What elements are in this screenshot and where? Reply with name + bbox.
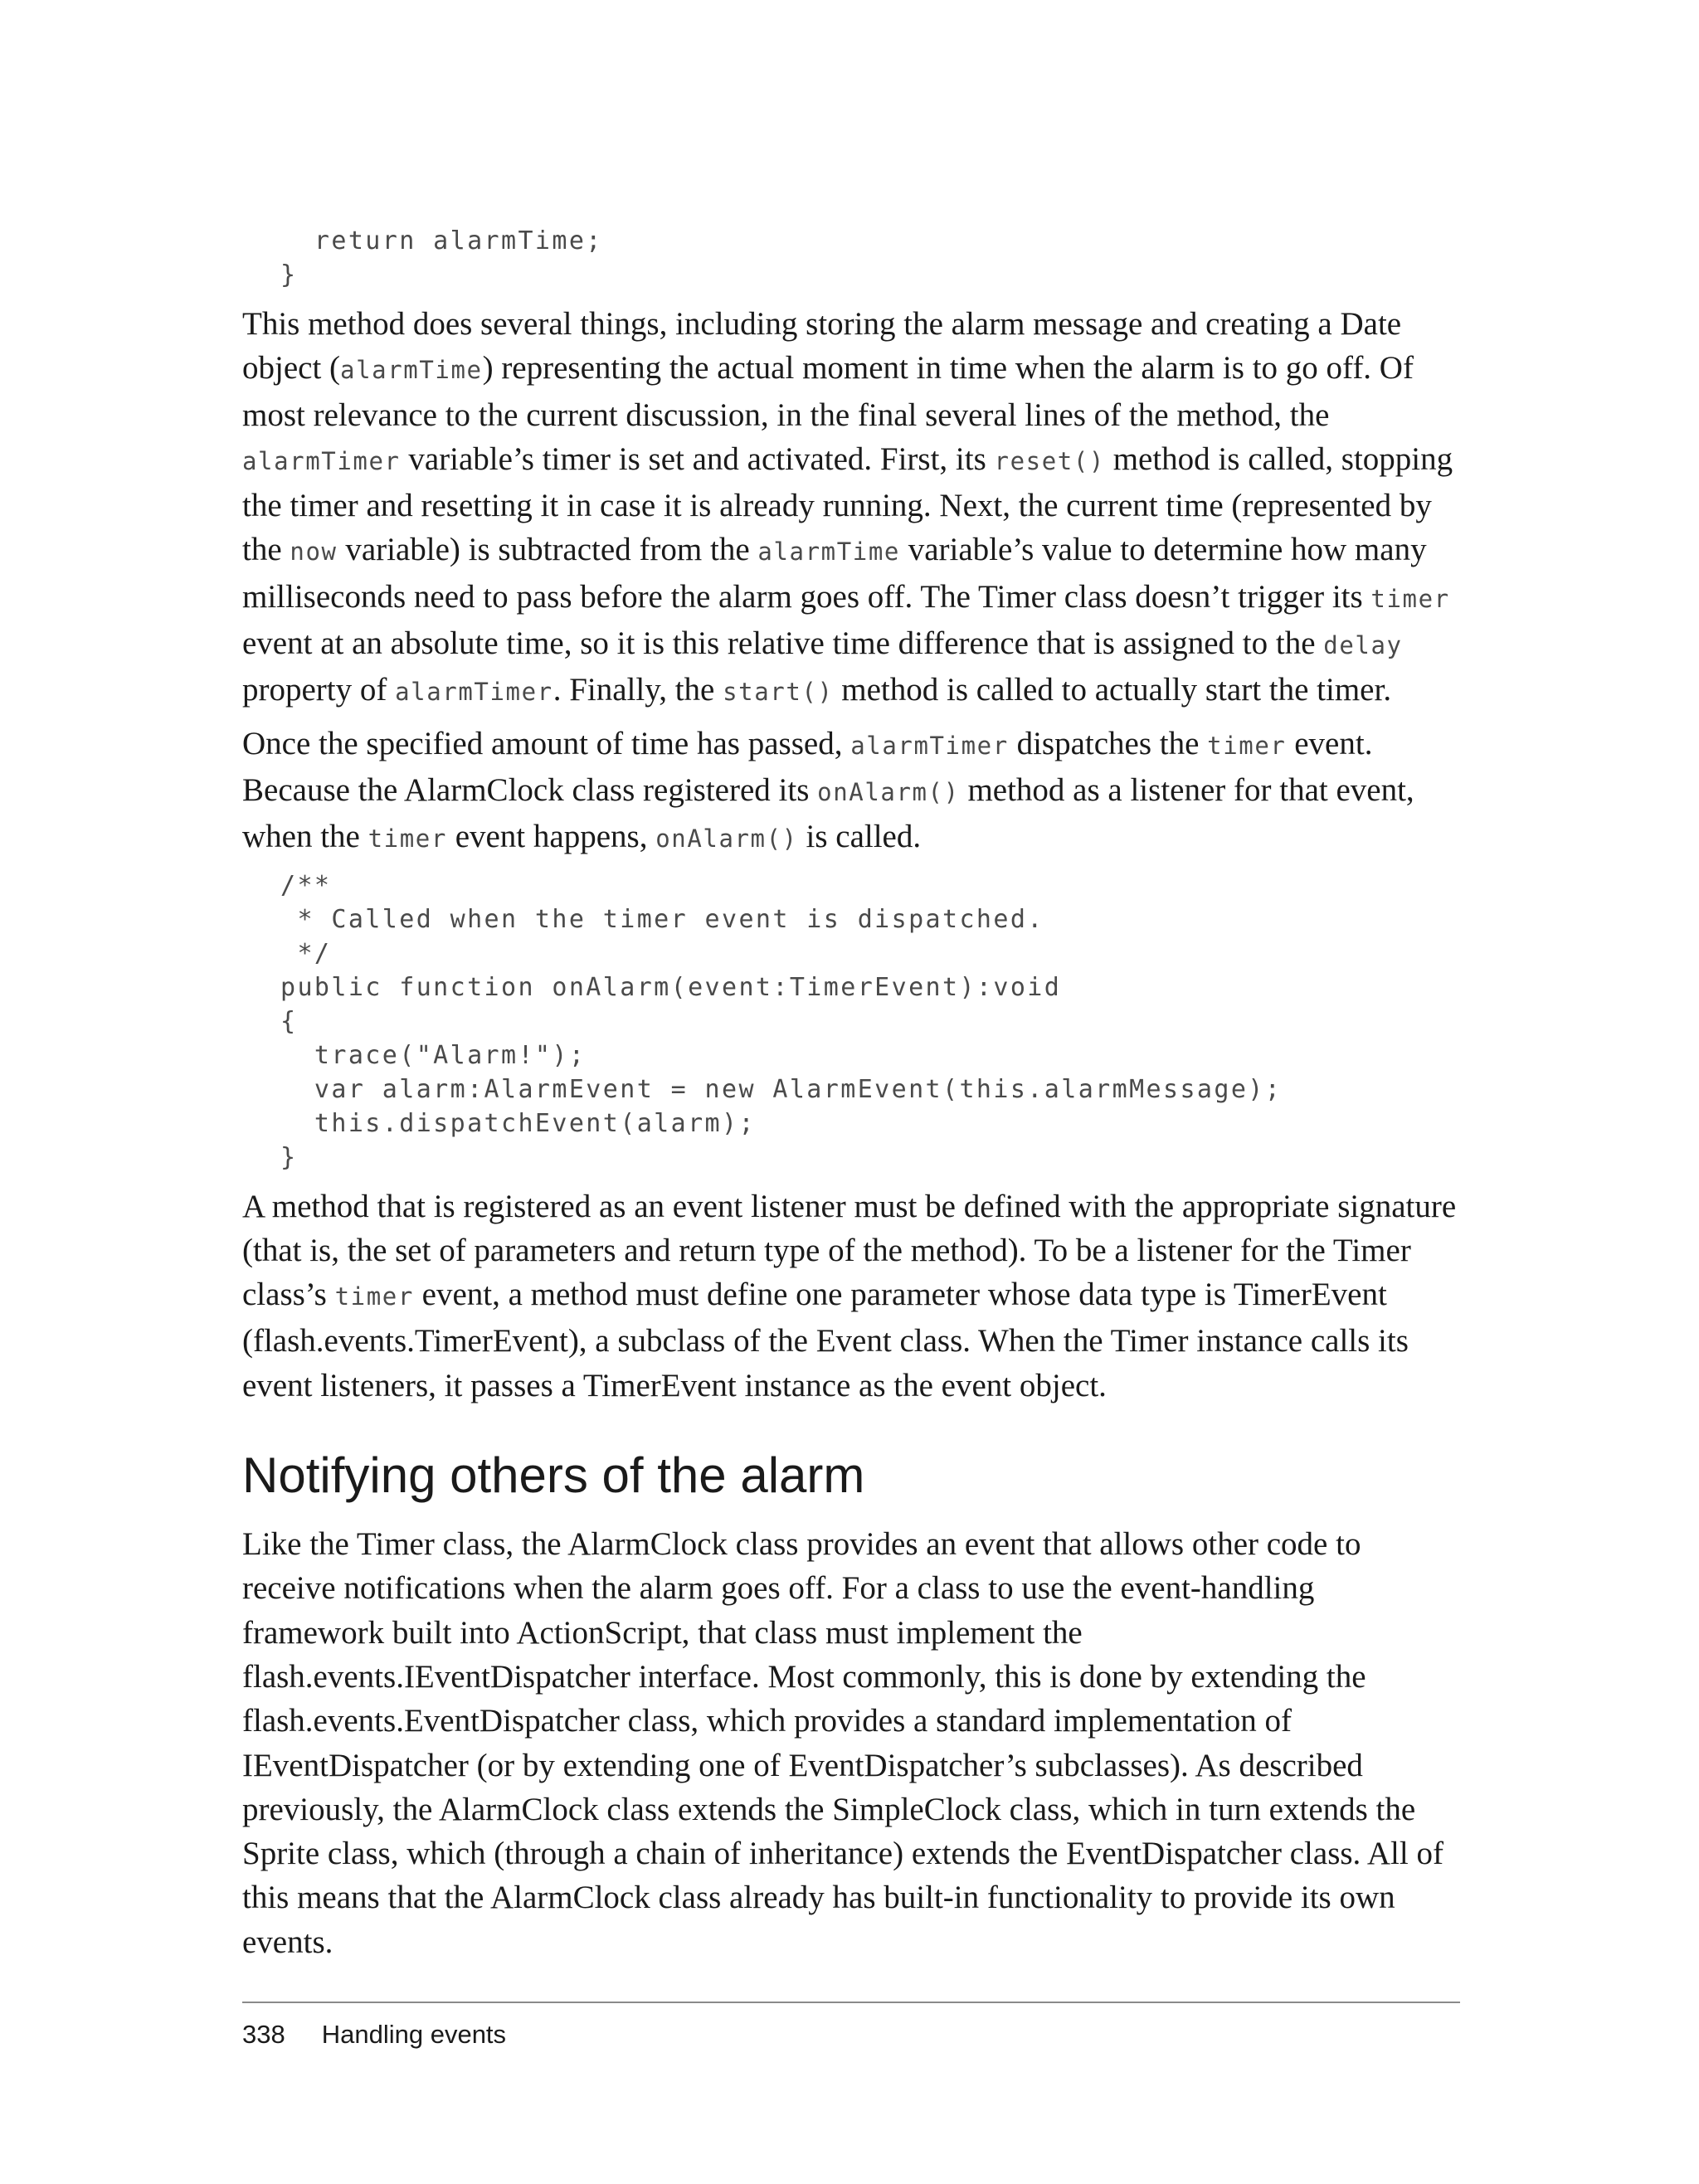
inline-code: alarmTime (340, 356, 483, 385)
code-line: return alarmTime; (280, 226, 603, 255)
inline-code: alarmTimer (850, 731, 1009, 760)
text-run: variable) is subtracted from the (337, 532, 758, 568)
code-line: trace("Alarm!"); (280, 1040, 587, 1070)
code-line: var alarm:AlarmEvent = new AlarmEvent(this.alarmMessage); (280, 1074, 1283, 1104)
text-run: This method does several things, including storing the alarm message and creating a Date object ( (242, 306, 1402, 387)
inline-code: alarmTimer (242, 446, 401, 475)
text-run: property of (242, 672, 396, 708)
inline-code: alarmTimer (395, 678, 553, 707)
page-content (242, 224, 1462, 1964)
paragraph-notifying-others: Like the Timer class, the AlarmClock class provides an event that allows other code to receive notifications when the alarm goes off. For a class to use the event-handling framework built into ActionScript, that class must implement the flash.events.IEventDispatcher interface. Most commonly, this is done by extending the flash.events.EventDispatcher class, which provides a standard implementation of IEventDispatcher (or by extending one of EventDispatcher’s subclasses). As described previously, the AlarmClock class extends the SimpleClock class, which in turn extends the Sprite class, which (through a chain of inheritance) extends the EventDispatcher class. All of this means that the AlarmClock class already has built-in functionality to provide its own events. (242, 1526, 1443, 1960)
text-run: ) representing the actual moment in time when the alarm is to go off. Of most relevance to the current discussion, in the final several lines of the method, the (242, 350, 1414, 433)
paragraph-timer-dispatch (242, 722, 1462, 862)
code-line: */ (280, 938, 332, 968)
inline-code: timer (368, 824, 447, 854)
inline-code: timer (1207, 731, 1287, 760)
paragraph-method-explanation (242, 302, 1462, 715)
chapter-title: Handling events (321, 2020, 507, 2049)
code-line: } (280, 1142, 298, 1172)
inline-code: timer (334, 1282, 414, 1311)
text-run: A method that is registered as an event listener must be defined with the appropriate signature (that is, the set of parameters and return type of the method). To be a listener for the Timer class’s (242, 1188, 1457, 1313)
inline-code: delay (1323, 631, 1403, 660)
inline-code: timer (1370, 584, 1450, 613)
code-line: this.dispatchEvent(alarm); (280, 1108, 756, 1138)
text-run: event, a method must define one parameter whose data type is TimerEvent (flash.events.TimerEvent), a subclass of the Event class. When the Timer instance calls its event listeners, it passes a TimerEvent instance as the event object. (242, 1277, 1409, 1403)
text-run: event happens, (446, 819, 656, 855)
text-run: variable’s value to determine how many milliseconds need to pass before the alarm goes off. The Timer class doesn’t trigger its (242, 532, 1427, 615)
code-snippet-top (280, 224, 1462, 292)
inline-code: start() (723, 678, 834, 707)
text-run: . Finally, the (553, 672, 723, 708)
code-line: } (280, 260, 298, 289)
inline-code: alarmTime (757, 537, 900, 567)
text-run: method is called, stopping the timer and resetting it in case it is already running. Next, the current time (represented by the (242, 440, 1453, 568)
paragraph-listener-signature (242, 1184, 1462, 1408)
text-run: dispatches the (1008, 725, 1208, 761)
section-heading: Notifying others of the alarm (242, 1447, 865, 1504)
inline-code: now (290, 537, 338, 567)
inline-code: reset() (994, 446, 1105, 475)
text-run: method is called to actually start the timer. (833, 672, 1392, 708)
code-line: * Called when the timer event is dispatched. (280, 904, 1044, 934)
page-footer (242, 2002, 1460, 2050)
text-run: event. Because the AlarmClock class registered its (242, 725, 1373, 808)
text-run: method as a listener for that event, when the (242, 771, 1414, 855)
text-run: event at an absolute time, so it is this relative time difference that is assigned to the (242, 625, 1324, 662)
inline-code: onAlarm() (817, 777, 960, 806)
inline-code: onAlarm() (655, 824, 798, 854)
text-run: Once the specified amount of time has passed, (242, 725, 851, 761)
code-line: { (280, 1006, 298, 1036)
code-line: public function onAlarm(event:TimerEvent):void (280, 972, 1062, 1002)
code-block-onalarm (280, 868, 1462, 1175)
text-run: variable’s timer is set and activated. First, its (400, 440, 995, 477)
text-run: is called. (797, 819, 922, 855)
code-line: /** (280, 870, 332, 900)
page-number: 338 (242, 2020, 285, 2049)
